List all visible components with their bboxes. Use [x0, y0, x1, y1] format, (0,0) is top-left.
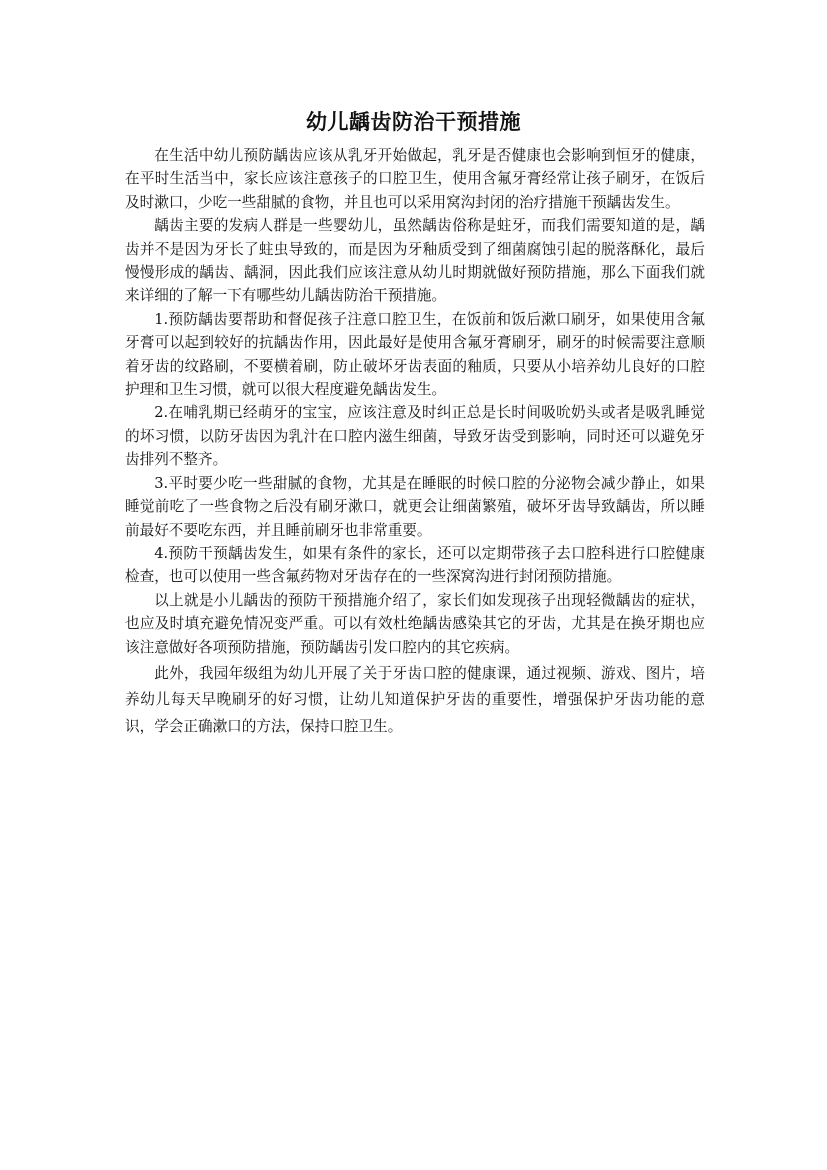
paragraph-intro: 在生活中幼儿预防龋齿应该从乳牙开始做起，乳牙是否健康也会影响到恒牙的健康，在平时生活当中，家长应该注意孩子的口腔卫生，使用含氟牙膏经常让孩子刷牙，在饭后及时漱口，少吃一些甜腻的食物，并且也可以采用窝沟封闭的治疗措施干预龋齿发生。: [125, 147, 705, 211]
paragraph-closing: 此外，我园年级组为幼儿开展了关于牙齿口腔的健康课，通过视频、游戏、图片，培养幼儿每天早晚刷牙的好习惯，让幼儿知道保护牙齿的重要性，增强保护牙齿功能的意识，学会正确漱口的方法，保持口腔卫生。: [125, 664, 705, 735]
paragraph-measure-4: 4.预防干预龋齿发生，如果有条件的家长，还可以定期带孩子去口腔科进行口腔健康检查，也可以使用一些含氟药物对牙齿存在的一些深窝沟进行封闭预防措施。: [125, 544, 705, 586]
document-body: [125, 144, 705, 740]
document-title: 幼儿龋齿防治干预措施: [306, 109, 521, 134]
paragraph-cause: 龋齿主要的发病人群是一些婴幼儿，虽然龋齿俗称是蛀牙，而我们需要知道的是，龋齿并不是因为牙长了蛀虫导致的，而是因为牙釉质受到了细菌腐蚀引起的脱落酥化，最后慢慢形成的龋齿、龋洞，因此我们应该注意从幼儿时期就做好预防措施，那么下面我们就来详细的了解一下有哪些幼儿龋齿防治干预措施。: [125, 217, 705, 305]
paragraph-measure-1: 1.预防龋齿要帮助和督促孩子注意口腔卫生，在饭前和饭后漱口刷牙，如果使用含氟牙膏可以起到较好的抗龋齿作用，因此最好是使用含氟牙膏刷牙，刷牙的时候需要注意顺着牙齿的纹路刷，不要横着刷，防止破坏牙齿表面的釉质，只要从小培养幼儿良好的口腔护理和卫生习惯，就可以很大程度避免龋齿发生。: [125, 310, 705, 399]
paragraph-measure-3: 3.平时要少吃一些甜腻的食物，尤其是在睡眠的时候口腔的分泌物会减少静止，如果睡觉前吃了一些食物之后没有刷牙漱口，就更会让细菌繁殖，破坏牙齿导致龋齿，所以睡前最好不要吃东西，并且睡前刷牙也非常重要。: [125, 474, 705, 539]
paragraph-summary: 以上就是小儿龋齿的预防干预措施介绍了，家长们如发现孩子出现轻微龋齿的症状，也应及时填充避免情况变严重。可以有效杜绝龋齿感染其它的牙齿，尤其是在换牙期也应该注意做好各项预防措施，预防龋齿引发口腔内的其它疾病。: [125, 591, 705, 656]
paragraph-measure-2: 2.在哺乳期已经萌牙的宝宝，应该注意及时纠正总是长时间吸吮奶头或者是吸乳睡觉的坏习惯，以防牙齿因为乳汁在口腔内滋生细菌，导致牙齿受到影响，同时还可以避免牙齿排列不整齐。: [125, 404, 705, 469]
